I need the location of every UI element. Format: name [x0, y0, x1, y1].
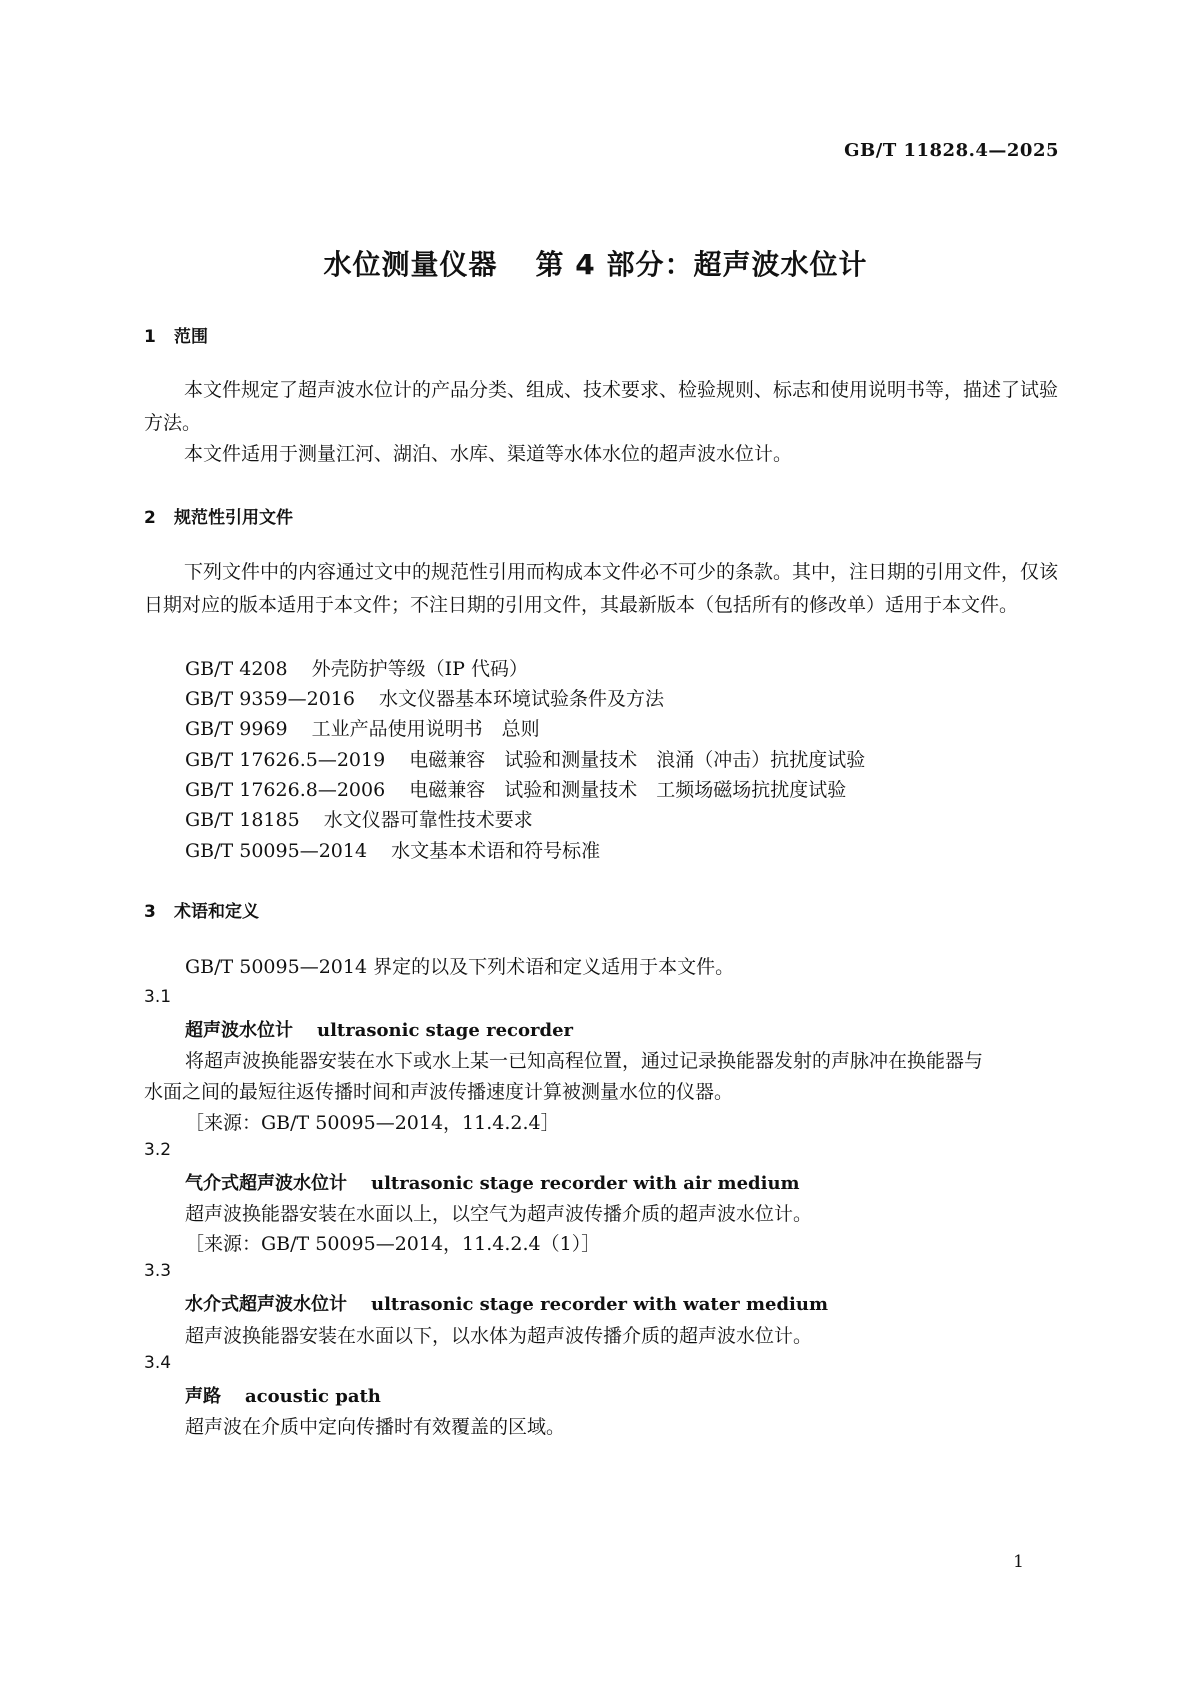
- reference-item: [185, 836, 600, 863]
- term-name-en: ultrasonic stage recorder with air medium: [371, 1173, 800, 1194]
- reference-code: GB/T 9969: [185, 718, 288, 740]
- reference-code: GB/T 17626.8—2006: [185, 779, 386, 801]
- term-definition: 超声波在介质中定向传播时有效覆盖的区域。: [185, 1416, 566, 1438]
- term-name: [185, 1016, 573, 1042]
- term-number: 3.4: [144, 1353, 172, 1373]
- reference-code: GB/T 18185: [185, 809, 300, 831]
- term-definition: 超声波换能器安装在水面以下，以水体为超声波传播介质的超声波水位计。: [185, 1325, 813, 1347]
- reference-code: GB/T 50095—2014: [185, 840, 368, 862]
- section-title: 范围: [174, 327, 208, 347]
- reference-title: 水文基本术语和符号标准: [391, 840, 601, 862]
- reference-item: [185, 805, 533, 832]
- document-code: GB/T 11828.4—2025: [844, 140, 1059, 161]
- reference-item: [185, 745, 865, 772]
- section-1-heading: [144, 322, 208, 347]
- section-title: 术语和定义: [174, 902, 259, 922]
- title-part-b: 第 4 部分：超声波水位计: [535, 248, 868, 281]
- title-part-a: 水位测量仪器: [323, 248, 498, 281]
- term-name: [185, 1290, 828, 1316]
- term-definition: 将超声波换能器安装在水下或水上某一已知高程位置，通过记录换能器发射的声脉冲在换能器与: [185, 1050, 984, 1072]
- document-title: [0, 243, 1191, 283]
- scope-paragraph-2: 本文件适用于测量江河、湖泊、水库、渠道等水体水位的超声波水位计。: [184, 443, 793, 465]
- term-name-en: acoustic path: [245, 1386, 381, 1407]
- reference-item: [185, 714, 540, 741]
- term-source: ［来源：GB/T 50095—2014，11.4.2.4］: [185, 1112, 560, 1134]
- term-name-en: ultrasonic stage recorder: [317, 1020, 573, 1041]
- term-number: 3.3: [144, 1261, 172, 1281]
- reference-title: 电磁兼容 试验和测量技术 工频场磁场抗扰度试验: [409, 779, 847, 801]
- section-2-heading: [144, 503, 293, 528]
- term-source: ［来源：GB/T 50095—2014，11.4.2.4（1）］: [185, 1233, 601, 1255]
- page-number: 1: [1013, 1552, 1024, 1572]
- term-number: 3.1: [144, 987, 172, 1007]
- reference-title: 水文仪器基本环境试验条件及方法: [378, 688, 664, 710]
- section-number: 1: [144, 327, 156, 347]
- reference-code: GB/T 9359—2016: [185, 688, 355, 710]
- section-3-heading: [144, 897, 259, 922]
- term-definition-cont: 水面之间的最短往返传播时间和声波传播速度计算被测量水位的仪器。: [144, 1081, 734, 1103]
- reference-item: [185, 654, 528, 681]
- term-number: 3.2: [144, 1140, 172, 1160]
- term-name-zh: 水介式超声波水位计: [185, 1294, 347, 1315]
- scope-paragraph-1: 本文件规定了超声波水位计的产品分类、组成、技术要求、检验规则、标志和使用说明书等，描述了试验方法。: [144, 379, 1059, 434]
- reference-title: 水文仪器可靠性技术要求: [323, 809, 533, 831]
- term-name-zh: 气介式超声波水位计: [185, 1173, 347, 1194]
- section-title: 规范性引用文件: [174, 508, 293, 528]
- normative-intro: 下列文件中的内容通过文中的规范性引用而构成本文件必不可少的条款。其中，注日期的引用文件，仅该日期对应的版本适用于本文件；不注日期的引用文件，其最新版本（包括所有的修改单）适用于本文件。: [144, 561, 1059, 616]
- terms-intro: GB/T 50095—2014 界定的以及下列术语和定义适用于本文件。: [185, 956, 735, 978]
- reference-code: GB/T 4208: [185, 658, 288, 680]
- reference-title: 电磁兼容 试验和测量技术 浪涌（冲击）抗扰度试验: [409, 749, 866, 771]
- term-name: [185, 1382, 381, 1408]
- section-number: 2: [144, 508, 156, 528]
- reference-code: GB/T 17626.5—2019: [185, 749, 386, 771]
- term-name: [185, 1169, 800, 1195]
- reference-item: [185, 775, 846, 802]
- term-name-zh: 声路: [185, 1386, 221, 1407]
- term-name-en: ultrasonic stage recorder with water medium: [371, 1294, 828, 1315]
- reference-title: 工业产品使用说明书 总则: [311, 718, 540, 740]
- term-definition: 超声波换能器安装在水面以上，以空气为超声波传播介质的超声波水位计。: [185, 1203, 813, 1225]
- term-name-zh: 超声波水位计: [185, 1020, 293, 1041]
- reference-item: [185, 684, 664, 711]
- reference-title: 外壳防护等级（IP 代码）: [311, 658, 528, 680]
- section-number: 3: [144, 902, 156, 922]
